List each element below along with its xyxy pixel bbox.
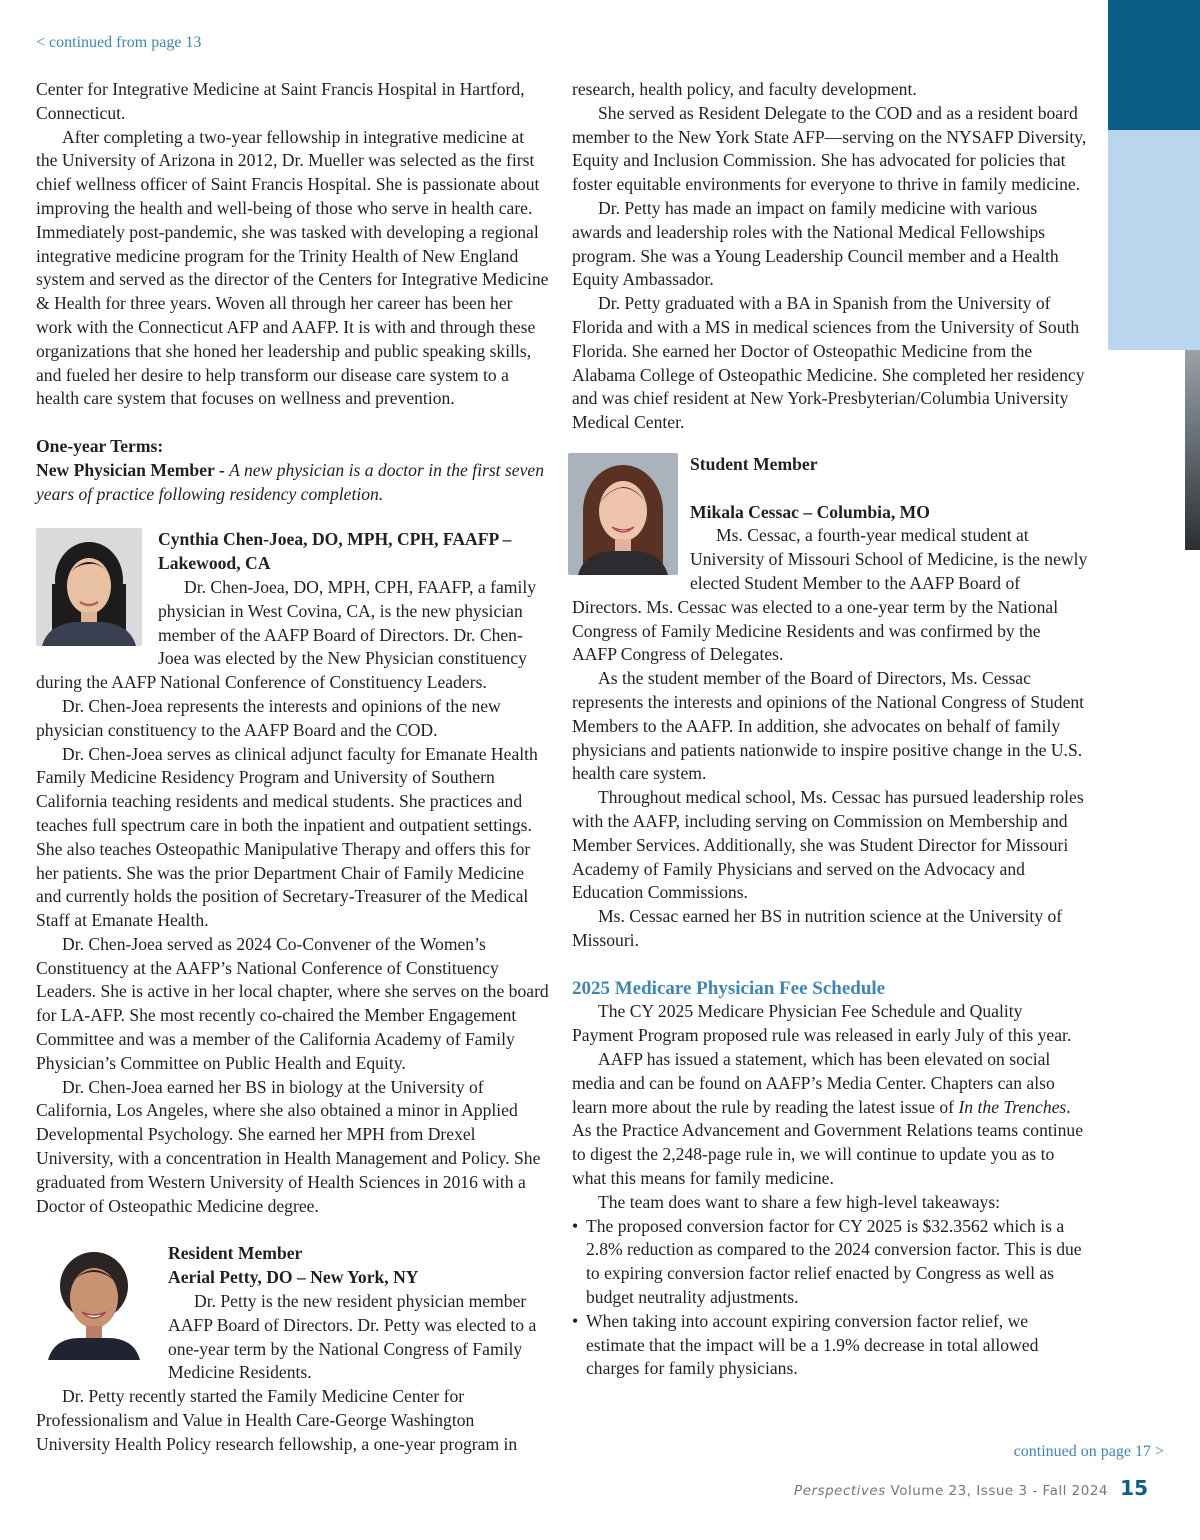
petty-name: Aerial Petty, DO – New York, NY <box>168 1267 419 1288</box>
cessac-photo <box>568 453 678 575</box>
new-physician-definition <box>36 459 550 507</box>
paragraph: Throughout medical school, Ms. Cessac has pursued leadership roles with the AAFP, including serving on Commission on Membership and Member Services. Additionally, she was Student Director for Missouri Academy of Family Physicians and served on the Advocacy and Education Commissions. <box>572 787 1084 903</box>
paragraph: Center for Integrative Medicine at Saint Francis Hospital in Hartford, Connecticut. <box>36 79 525 123</box>
paragraph: The CY 2025 Medicare Physician Fee Schedule and Quality Payment Program proposed rule was released in early July of this year. <box>572 1001 1072 1046</box>
resident-heading: Resident Member <box>168 1243 303 1264</box>
paragraph: After completing a two-year fellowship in integrative medicine at the University of Arizona in 2012, Dr. Mueller was selected as the first chief wellness officer of Saint Francis Hospital. She is passionate about improving the health and well-being of those who serve in health care. Immediately post-pandemic, she was tasked with developing a regional integrative medicine program for the Trinity Health of New England system and served as the director of the Centers for Integrative Medicine & Health for three years. Woven all through her career has been her work with the Connecticut AFP and AAFP. It is with and through these organizations that she honed her leadership and public speaking skills, and fueled her desire to help transform our disease care system to a health care system that focuses on wellness and prevention. <box>36 126 549 409</box>
paragraph: Dr. Chen-Joea earned her BS in biology at the University of California, Los Angeles, where she also obtained a minor in Applied Developmental Psychology. She earned her MPH from Drexel University, with a concentration in Health Management and Policy. She graduated from Western University of Health Sciences in 2016 with a Doctor of Osteopathic Medicine degree. <box>36 1076 541 1216</box>
in-the-trenches-title: In the Trenches <box>958 1096 1067 1117</box>
continued-from-link[interactable]: < continued from page 13 <box>36 34 202 51</box>
petty-photo <box>40 1242 148 1360</box>
page-number: 15 <box>1120 1476 1148 1500</box>
cessac-name: Mikala Cessac – Columbia, MO <box>690 501 930 522</box>
fee-schedule-title: 2025 Medicare Physician Fee Schedule <box>572 977 886 999</box>
decorative-bar-light <box>1108 130 1200 350</box>
paragraph: As the student member of the Board of Directors, Ms. Cessac represents the interests and opinions of the National Congress of Student Members to the AAFP. In addition, she advocates on behalf of family physicians and patients nationwide to inspire positive change in the U.S. health care system. <box>572 668 1085 784</box>
bullet-icon: • <box>572 1310 579 1331</box>
edge-photo-strip <box>1185 350 1200 550</box>
paragraph: Dr. Petty graduated with a BA in Spanish from the University of Florida and with a MS in medical sciences from the University of South Florida. She earned her Doctor of Osteopathic Medicine from the Alabama College of Osteopathic Medicine. She completed her residency and was chief resident at New York-Presbyterian/Columbia University Medical Center. <box>572 293 1085 433</box>
continued-to-link[interactable]: continued on page 17 > <box>1013 1443 1164 1460</box>
left-column <box>36 78 550 1457</box>
paragraph: Dr. Chen-Joea serves as clinical adjunct faculty for Emanate Health Family Medicine Residency Program and University of Southern California teaching residents and medical students. She practices and teaches full spectrum care in both the inpatient and outpatient settings. She also teaches Osteopathic Manipulative Therapy and offers this for her patients. She was the prior Department Chair of Family Medicine and currently holds the position of Secretary-Treasurer of the Medical Staff at Emanate Health. <box>36 743 538 931</box>
issue-info: Volume 23, Issue 3 - Fall 2024 <box>885 1483 1108 1499</box>
terms-heading: One-year Terms: <box>36 435 164 456</box>
publication-name: Perspectives <box>794 1483 886 1499</box>
right-column <box>572 78 1088 1381</box>
paragraph: Dr. Chen-Joea, DO, MPH, CPH, FAAFP, a family physician in West Covina, CA, is the new physician member of the AAFP Board of Directors. Dr. Chen-Joea was elected by the New Physician constituency during the AAFP National Conference of Constituency Leaders. <box>36 576 537 693</box>
decorative-bar-dark <box>1108 0 1200 130</box>
takeaways-list <box>572 1215 1088 1382</box>
paragraph: research, health policy, and faculty development. <box>572 79 917 99</box>
paragraph: Dr. Petty recently started the Family Medicine Center for Professionalism and Value in Health Care-George Washington University Health Policy research fellowship, a one-year program in <box>36 1386 518 1454</box>
new-physician-description: A new physician is a doctor in the first seven years of practice following residency completion. <box>36 459 545 504</box>
list-item: • The proposed conversion factor for CY 2025 is $32.3562 which is a 2.8% reduction as compared to the 2024 conversion factor. This is due to expiring conversion factor relief enacted by Congress as well as budget neutrality adjustments. <box>572 1215 1082 1308</box>
chen-joea-name: Cynthia Chen-Joea, DO, MPH, CPH, FAAFP – Lakewood, CA <box>158 529 512 574</box>
bullet-icon: • <box>572 1215 579 1236</box>
student-heading: Student Member <box>690 453 818 474</box>
chen-joea-photo <box>36 528 142 646</box>
paragraph: She served as Resident Delegate to the COD and as a resident board member to the New York State AFP—serving on the NYSAFP Diversity, Equity and Inclusion Commission. She has advocated for policies that foster equitable environments for everyone to thrive in family medicine. <box>572 102 1087 195</box>
footer-publication-info <box>794 1483 1148 1499</box>
paragraph: Ms. Cessac, a fourth-year medical student at University of Missouri School of Medicine, is the newly elected Student Member to the AAFP Board of Directors. Ms. Cessac was elected to a one-year term by the National Congress of Family Medicine Residents and was confirmed by the AAFP Congress of Delegates. <box>572 525 1088 665</box>
paragraph: Dr. Chen-Joea represents the interests and opinions of the new physician constituency to the AAFP Board and the COD. <box>36 695 501 740</box>
paragraph: Dr. Petty is the new resident physician member AAFP Board of Directors. Dr. Petty was elected to a one-year term by the National Congress of Family Medicine Residents. <box>168 1291 537 1383</box>
paragraph: Dr. Petty has made an impact on family medicine with various awards and leadership roles with the National Medical Fellowships program. She was a Young Leadership Council member and a Health Equity Ambassador. <box>572 197 1059 290</box>
paragraph: Ms. Cessac earned her BS in nutrition science at the University of Missouri. <box>572 906 1063 950</box>
new-physician-label: New Physician Member - <box>36 459 230 480</box>
paragraph: Dr. Chen-Joea served as 2024 Co-Convener of the Women’s Constituency at the AAFP’s National Conference of Constituency Leaders. She is active in her local chapter, where she serves on the board for LA-AFP. She most recently co-chaired the Member Engagement Committee and was a member of the California Academy of Family Physician’s Committee on Public Health and Equity. <box>36 933 549 1073</box>
paragraph: The team does want to share a few high-level takeaways: <box>598 1191 1001 1212</box>
list-item: • When taking into account expiring conversion factor relief, we estimate that the impact will be a 1.9% decrease in total allowed charges for family physicians. <box>572 1310 1039 1379</box>
paragraph: AAFP has issued a statement, which has been elevated on social media and can be found on AAFP’s Media Center. Chapters can also learn more about the rule by reading the latest issue of In the Trenches. As the Practice Advancement and Government Relations teams continue to digest the 2,248-page rule in, we will continue to update you as to what this means for family medicine. <box>572 1049 1084 1189</box>
